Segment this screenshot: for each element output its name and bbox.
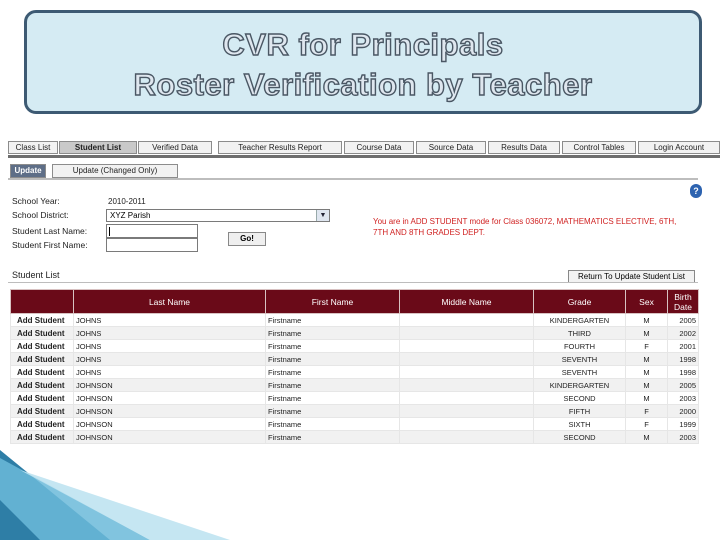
- birth-date-cell: 1998: [668, 366, 699, 379]
- middle-name-cell: [400, 392, 534, 405]
- first-name-cell: Firstname: [266, 327, 400, 340]
- birth-date-cell: 2002: [668, 327, 699, 340]
- school-district-select[interactable]: [106, 209, 330, 222]
- student-last-name-input[interactable]: [106, 224, 198, 238]
- grade-cell: FOURTH: [534, 340, 626, 353]
- sex-cell: M: [626, 366, 668, 379]
- student-first-name-input[interactable]: [106, 238, 198, 252]
- student-first-name-label: Student First Name:: [12, 240, 88, 250]
- last-name-cell: JOHNSON: [74, 418, 266, 431]
- last-name-cell: JOHNSON: [74, 392, 266, 405]
- text-cursor: [109, 227, 110, 236]
- table-row: [11, 418, 699, 431]
- table-row: [11, 366, 699, 379]
- last-name-cell: JOHNS: [74, 340, 266, 353]
- first-name-cell: Firstname: [266, 431, 400, 444]
- middle-name-cell: [400, 327, 534, 340]
- slide-decoration: [0, 440, 720, 540]
- chevron-down-icon[interactable]: ▼: [316, 210, 329, 221]
- grade-cell: KINDERGARTEN: [534, 314, 626, 327]
- birth-date-cell: 2003: [668, 431, 699, 444]
- middle-name-cell: [400, 353, 534, 366]
- column-header-grade[interactable]: Grade: [534, 290, 626, 314]
- school-district-label: School District:: [12, 210, 69, 220]
- last-name-cell: JOHNS: [74, 314, 266, 327]
- middle-name-cell: [400, 418, 534, 431]
- column-header-middle-name[interactable]: Middle Name: [400, 290, 534, 314]
- add-student-link[interactable]: Add Student: [11, 366, 74, 379]
- sex-cell: F: [626, 405, 668, 418]
- sex-cell: M: [626, 392, 668, 405]
- last-name-cell: JOHNS: [74, 327, 266, 340]
- student-last-name-label: Student Last Name:: [12, 226, 88, 236]
- birth-date-cell: 2005: [668, 379, 699, 392]
- school-year-value: 2010-2011: [108, 197, 146, 206]
- middle-name-cell: [400, 366, 534, 379]
- add-student-link[interactable]: Add Student: [11, 392, 74, 405]
- tabbar-divider: [8, 155, 720, 158]
- sex-cell: M: [626, 353, 668, 366]
- slide-title-line-1: CVR for Principals: [222, 27, 504, 62]
- add-student-link[interactable]: Add Student: [11, 327, 74, 340]
- main-nav-tabs: [8, 141, 720, 155]
- go-button[interactable]: Go!: [228, 232, 266, 246]
- grade-cell: SEVENTH: [534, 353, 626, 366]
- school-year-label: School Year:: [12, 196, 60, 206]
- first-name-cell: Firstname: [266, 340, 400, 353]
- student-list-divider: [8, 282, 698, 283]
- sex-cell: M: [626, 431, 668, 444]
- slide-title-box: [24, 10, 702, 114]
- first-name-cell: Firstname: [266, 353, 400, 366]
- sex-cell: F: [626, 418, 668, 431]
- tab-source-data[interactable]: Source Data: [416, 141, 486, 154]
- column-header-birth-date[interactable]: Birth Date: [668, 290, 699, 314]
- sex-cell: M: [626, 379, 668, 392]
- help-icon[interactable]: ?: [690, 184, 702, 198]
- middle-name-cell: [400, 379, 534, 392]
- birth-date-cell: 2005: [668, 314, 699, 327]
- first-name-cell: Firstname: [266, 418, 400, 431]
- grade-cell: FIFTH: [534, 405, 626, 418]
- birth-date-cell: 1999: [668, 418, 699, 431]
- table-row: [11, 327, 699, 340]
- middle-name-cell: [400, 405, 534, 418]
- table-row: [11, 353, 699, 366]
- birth-date-cell: 1998: [668, 353, 699, 366]
- column-header-first-name[interactable]: First Name: [266, 290, 400, 314]
- last-name-cell: JOHNSON: [74, 405, 266, 418]
- table-row: [11, 392, 699, 405]
- add-student-mode-message: You are in ADD STUDENT mode for Class 036072, MATHEMATICS ELECTIVE, 6TH, 7TH AND 8TH GRADES DEPT.: [373, 217, 677, 237]
- return-to-update-button[interactable]: Return To Update Student List: [568, 270, 695, 283]
- birth-date-cell: 2000: [668, 405, 699, 418]
- grade-cell: KINDERGARTEN: [534, 379, 626, 392]
- table-header-row: [11, 290, 699, 314]
- tab-teacher-results-report[interactable]: Teacher Results Report: [218, 141, 342, 154]
- grade-cell: SECOND: [534, 392, 626, 405]
- birth-date-cell: 2003: [668, 392, 699, 405]
- add-student-link[interactable]: Add Student: [11, 405, 74, 418]
- column-header-last-name[interactable]: Last Name: [74, 290, 266, 314]
- first-name-cell: Firstname: [266, 392, 400, 405]
- tab-control-tables[interactable]: Control Tables: [562, 141, 636, 154]
- sex-cell: F: [626, 340, 668, 353]
- tab-results-data[interactable]: Results Data: [488, 141, 560, 154]
- table-row: [11, 405, 699, 418]
- add-student-link[interactable]: Add Student: [11, 340, 74, 353]
- column-header-action: [11, 290, 74, 314]
- table-row: [11, 379, 699, 392]
- table-row: [11, 314, 699, 327]
- first-name-cell: Firstname: [266, 366, 400, 379]
- grade-cell: THIRD: [534, 327, 626, 340]
- tab-login-account[interactable]: Login Account: [638, 141, 720, 154]
- grade-cell: SIXTH: [534, 418, 626, 431]
- last-name-cell: JOHNS: [74, 353, 266, 366]
- last-name-cell: JOHNSON: [74, 379, 266, 392]
- middle-name-cell: [400, 340, 534, 353]
- first-name-cell: Firstname: [266, 405, 400, 418]
- add-student-link[interactable]: Add Student: [11, 379, 74, 392]
- tab-class-list[interactable]: Class List: [8, 141, 58, 154]
- add-student-link[interactable]: Add Student: [11, 431, 74, 444]
- subtab-update[interactable]: Update: [10, 164, 46, 178]
- subtab-divider: [8, 178, 698, 180]
- column-header-sex[interactable]: Sex: [626, 290, 668, 314]
- add-student-link[interactable]: Add Student: [11, 353, 74, 366]
- add-student-link[interactable]: Add Student: [11, 418, 74, 431]
- school-district-value: XYZ Parish: [110, 211, 151, 220]
- student-list-title: Student List: [12, 270, 60, 280]
- student-list-table: [10, 289, 699, 444]
- first-name-cell: Firstname: [266, 314, 400, 327]
- last-name-cell: JOHNSON: [74, 431, 266, 444]
- sex-cell: M: [626, 314, 668, 327]
- tab-course-data[interactable]: Course Data: [344, 141, 414, 154]
- subtab-update-changed-only[interactable]: Update (Changed Only): [52, 164, 178, 178]
- grade-cell: SECOND: [534, 431, 626, 444]
- table-row: [11, 340, 699, 353]
- slide-title-line-2: Roster Verification by Teacher: [133, 67, 593, 102]
- add-student-link[interactable]: Add Student: [11, 314, 74, 327]
- sex-cell: M: [626, 327, 668, 340]
- middle-name-cell: [400, 314, 534, 327]
- first-name-cell: Firstname: [266, 379, 400, 392]
- tab-verified-data[interactable]: Verified Data: [138, 141, 212, 154]
- tab-student-list[interactable]: Student List: [59, 141, 137, 154]
- grade-cell: SEVENTH: [534, 366, 626, 379]
- last-name-cell: JOHNS: [74, 366, 266, 379]
- birth-date-cell: 2001: [668, 340, 699, 353]
